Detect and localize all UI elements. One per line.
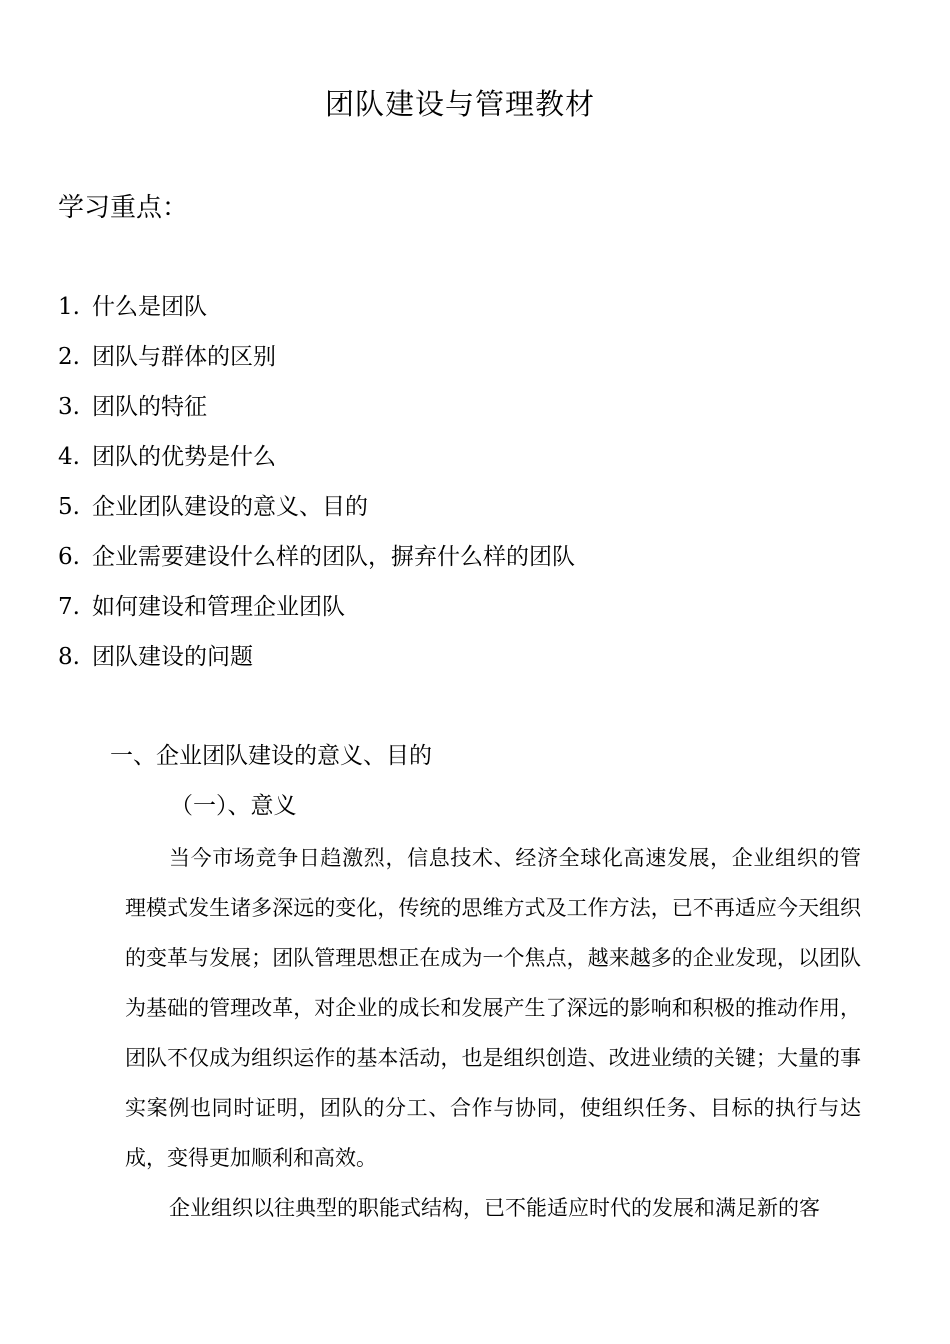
key-point-number: 7. — [58, 594, 80, 620]
key-point-item — [58, 587, 575, 637]
key-point-number: 2. — [58, 344, 80, 370]
key-point-text: 如何建设和管理企业团队 — [92, 594, 345, 620]
key-point-number: 6. — [58, 544, 80, 570]
key-point-text: 团队建设的问题 — [92, 644, 253, 670]
key-point-item — [58, 387, 575, 437]
key-point-item — [58, 637, 575, 687]
key-points-heading: 学习重点： — [58, 193, 189, 223]
key-point-text: 团队的优势是什么 — [92, 444, 276, 470]
key-point-text: 企业需要建设什么样的团队，摒弃什么样的团队 — [92, 544, 575, 570]
body-paragraph: 企业组织以往典型的职能式结构，已不能适应时代的发展和满足新的客 — [169, 1196, 820, 1220]
section-heading: 一、企业团队建设的意义、目的 — [110, 743, 432, 769]
key-point-item — [58, 437, 575, 487]
key-point-item — [58, 287, 575, 337]
key-point-number: 4. — [58, 444, 80, 470]
key-point-number: 8. — [58, 644, 80, 670]
key-point-number: 3. — [58, 394, 80, 420]
key-point-number: 5. — [58, 494, 80, 520]
key-point-text: 团队的特征 — [92, 394, 207, 420]
key-points-list — [58, 287, 575, 687]
key-point-text: 什么是团队 — [92, 294, 207, 320]
key-point-number: 1. — [58, 294, 80, 320]
key-point-item — [58, 487, 575, 537]
key-point-item — [58, 337, 575, 387]
key-point-item — [58, 537, 575, 587]
key-point-text: 企业团队建设的意义、目的 — [92, 494, 368, 520]
key-point-text: 团队与群体的区别 — [92, 344, 276, 370]
subsection-heading: （一）、意义 — [170, 793, 297, 819]
body-paragraph: 当今市场竞争日趋激烈，信息技术、经济全球化高速发展，企业组织的管理模式发生诸多深远的变化，传统的思维方式及工作方法，已不再适应今天组织的变革与发展；团队管理思想正在成为一个焦点，越来越多的企业发现，以团队为基础的管理改革，对企业的成长和发展产生了深远的影响和积极的推动作用，团队不仅成为组织运作的基本活动，也是组织创造、改进业绩的关键；大量的事实案例也同时证明，团队的分工、合作与协同，使组织任务、目标的执行与达成，变得更加顺利和高效。 — [125, 846, 861, 1170]
document-title: 团队建设与管理教材 — [324, 87, 595, 121]
